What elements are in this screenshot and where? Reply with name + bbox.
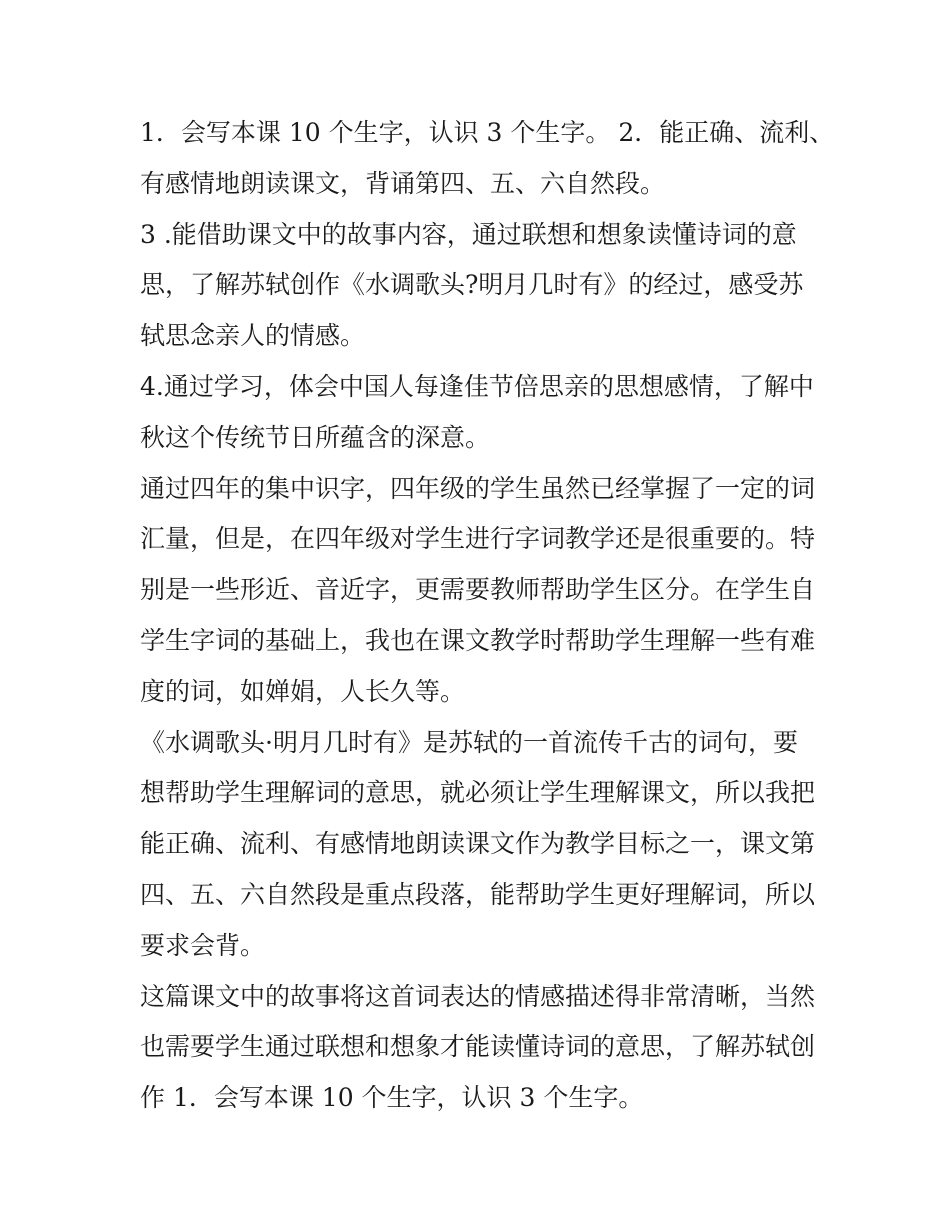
text-line: 《水调歌头·明月几时有》是苏轼的一首流传千古的词句，要	[140, 727, 798, 757]
text-line: 轼思念亲人的情感。	[140, 321, 366, 351]
text-line: 思，了解苏轼创作《水调歌头?明月几时有》的经过，感受苏	[140, 270, 804, 300]
text-line: 作 1．会写本课 10 个生字，认识 3 个生字。	[140, 1083, 644, 1113]
text-line: 这篇课文中的故事将这首词表达的情感描述得非常清晰，当然	[140, 981, 816, 1011]
text-line: 通过四年的集中识字，四年级的学生虽然已经掌握了一定的词	[140, 473, 816, 503]
text-line: 四、五、六自然段是重点段落，能帮助学生更好理解词，所以	[140, 879, 816, 909]
text-line: 汇量，但是，在四年级对学生进行字词教学还是很重要的。特	[140, 524, 816, 554]
text-line: 学生字词的基础上，我也在课文教学时帮助学生理解一些有难	[140, 625, 816, 655]
text-line: 别是一些形近、音近字，更需要教师帮助学生区分。在学生自	[140, 575, 816, 605]
text-line: 1．会写本课 10 个生字，认识 3 个生字。 2．能正确、流利、	[140, 118, 835, 147]
text-line: 3 .能借助课文中的故事内容，通过联想和想象读懂诗词的意	[140, 219, 797, 249]
text-line: 秋这个传统节日所蕴含的深意。	[140, 422, 491, 452]
text-line: 4.通过学习，体会中国人每逢佳节倍思亲的思想感情，了解中	[140, 371, 814, 401]
document-body	[140, 108, 835, 1124]
text-line: 能正确、流利、有感情地朗读课文作为教学目标之一，课文第	[140, 829, 816, 859]
text-line: 想帮助学生理解词的意思，就必须让学生理解课文，所以我把	[140, 778, 816, 808]
text-line: 要求会背。	[140, 930, 266, 960]
text-line: 度的词，如婵娟，人长久等。	[140, 676, 466, 706]
text-line: 有感情地朗读课文，背诵第四、五、六自然段。	[140, 168, 666, 198]
text-line: 也需要学生通过联想和想象才能读懂诗词的意思，了解苏轼创	[140, 1032, 816, 1062]
